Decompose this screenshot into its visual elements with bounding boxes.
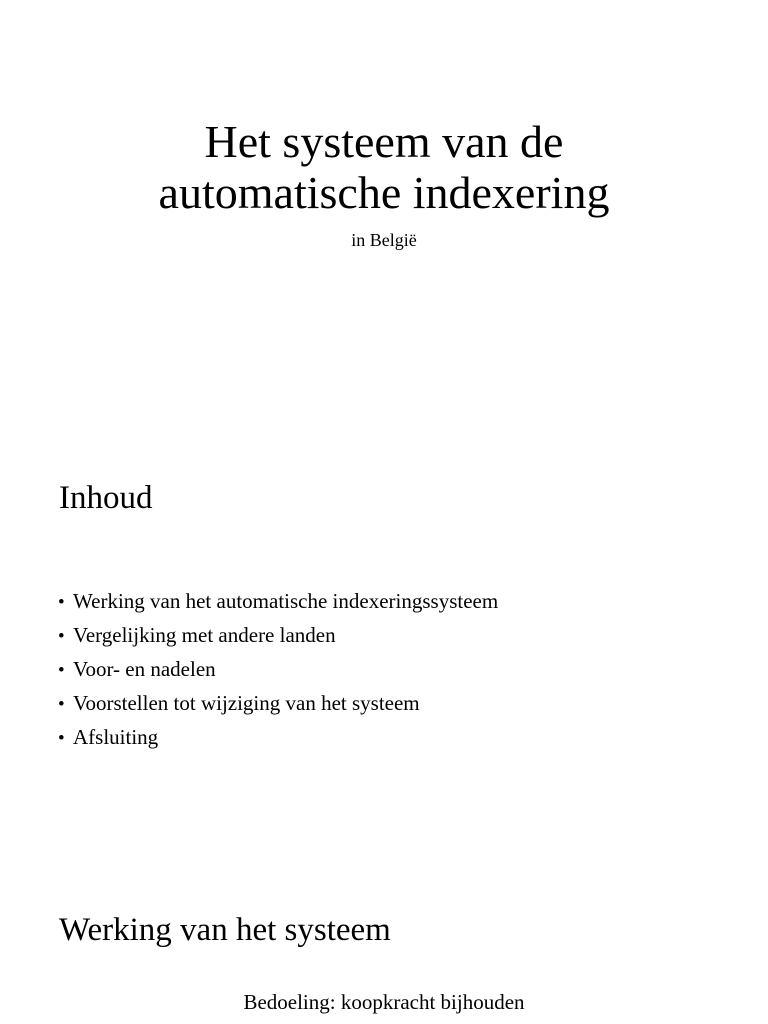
bullet-icon: • — [58, 592, 65, 613]
page-title — [0, 116, 768, 218]
list-item-text: Vergelijking met andere landen — [73, 623, 336, 647]
list-item-text: Voorstellen tot wijziging van het systeem — [73, 691, 420, 715]
contents-list — [58, 585, 498, 755]
section-heading-werking: Werking van het systeem — [59, 912, 391, 948]
list-item-text: Afsluiting — [73, 725, 159, 749]
list-item-text: Voor- en nadelen — [73, 657, 216, 681]
list-item — [58, 653, 498, 687]
list-item — [58, 619, 498, 653]
page-subtitle: in België — [351, 230, 417, 250]
bullet-icon: • — [58, 660, 65, 681]
list-item-text: Werking van het automatische indexeringssysteem — [73, 589, 499, 613]
list-item — [58, 721, 498, 755]
list-item — [58, 585, 498, 619]
contents-heading: Inhoud — [59, 480, 153, 516]
purpose-text: Bedoeling: koopkracht bijhouden — [243, 990, 525, 1014]
bullet-icon: • — [58, 728, 65, 749]
title-line-1: Het systeem van de — [204, 116, 564, 167]
bullet-icon: • — [58, 694, 65, 715]
list-item — [58, 687, 498, 721]
title-line-2: automatische indexering — [158, 167, 610, 218]
bullet-icon: • — [58, 626, 65, 647]
